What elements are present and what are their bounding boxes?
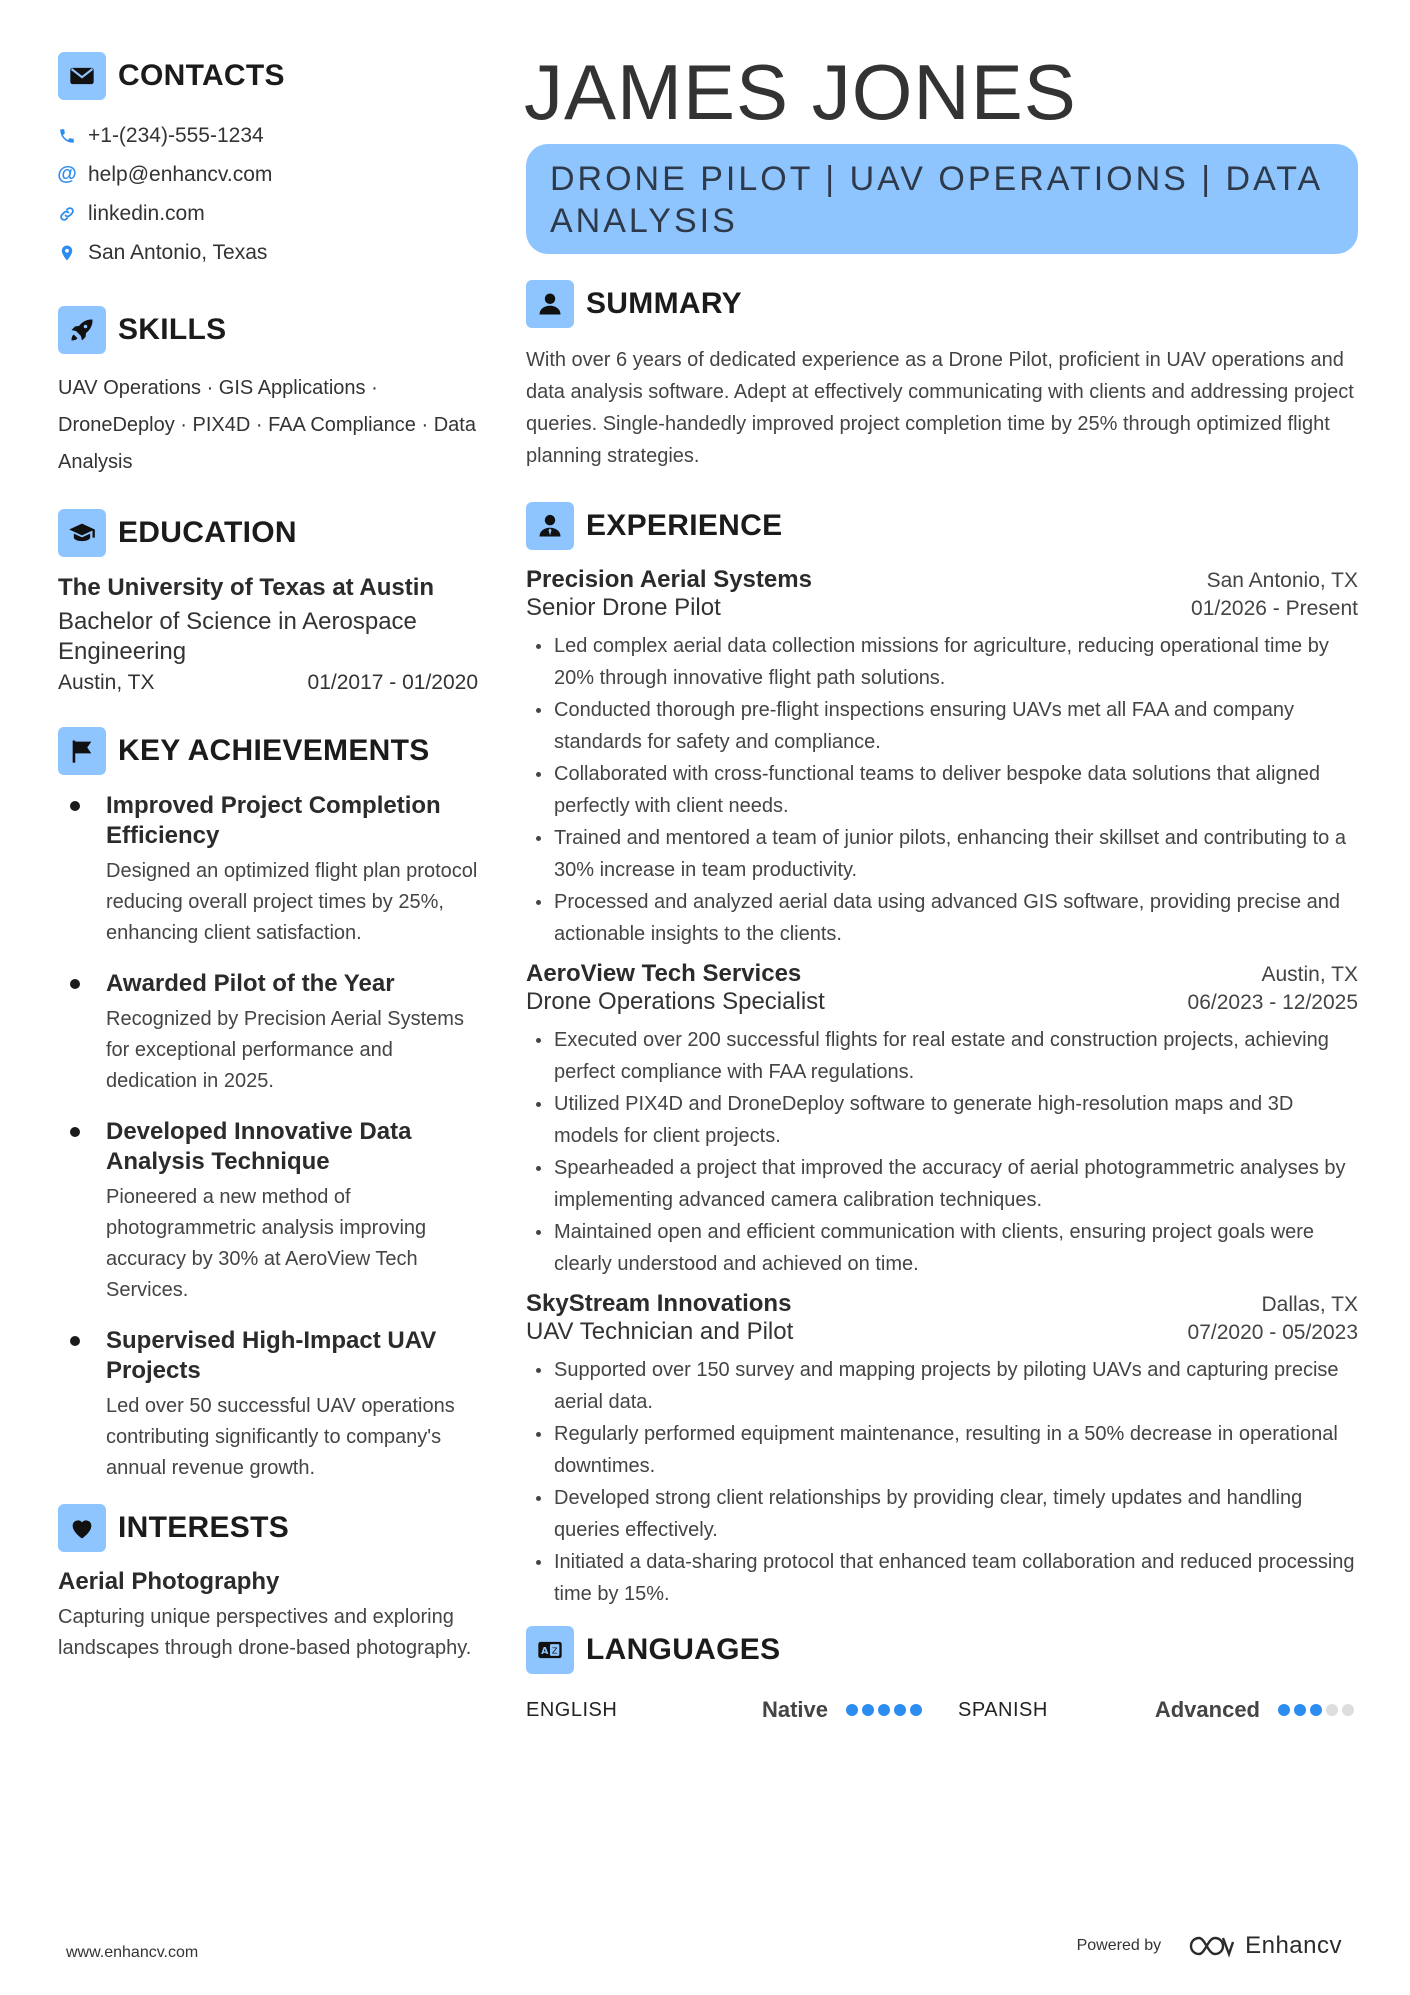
rating-dot [846,1704,858,1716]
svg-text:Z: Z [551,1645,558,1656]
languages-header [526,1626,1358,1674]
achievement-title: Improved Project Completion Efficiency [106,792,441,849]
job-header-row [526,1290,1358,1318]
contact-location-text: San Antonio, Texas [88,240,268,264]
job-location: Austin, TX [1261,963,1358,986]
job-bullet: Executed over 200 successful flights for real estate and construction projects, achieving perfect compliance with FAA regulations. [526,1024,1358,1088]
job-company: Precision Aerial Systems [526,566,812,593]
brand-name: Enhancv [1245,1932,1342,1959]
location-pin-icon [58,242,76,264]
right-column [524,48,1358,1730]
achievement-item [58,791,478,949]
job-bullet: Conducted thorough pre-flight inspections ensuring UAVs met all FAA and company standards for safety and compliance. [526,694,1358,758]
summary-heading: SUMMARY [586,287,742,320]
job-dates: 06/2023 - 12/2025 [1187,991,1358,1014]
left-column [58,52,478,1664]
job-bullets [526,1354,1358,1610]
education-heading: EDUCATION [118,516,297,549]
education-meta [58,671,478,695]
job-role: Senior Drone Pilot [526,594,721,621]
phone-icon [58,125,76,147]
job-bullet: Processed and analyzed aerial data using advanced GIS software, providing precise and actionable insights to the clients. [526,886,1358,950]
achievement-desc: Recognized by Precision Aerial Systems for exceptional performance and dedication in 2025. [106,1008,464,1092]
achievement-title: Developed Innovative Data Analysis Technique [106,1118,412,1175]
candidate-title: DRONE PILOT | UAV OPERATIONS | DATA ANALYSIS [550,160,1322,240]
rating-dot [910,1704,922,1716]
title-banner [526,144,1358,254]
rating-dot [1326,1704,1338,1716]
languages-row [526,1690,1358,1730]
rating-dot [1278,1704,1290,1716]
envelope-icon [58,52,106,100]
job-entry [526,960,1358,1280]
achievements-header [58,727,478,775]
language-rating [846,1704,926,1716]
achievement-item [58,1326,478,1484]
job-dates: 07/2020 - 05/2023 [1187,1321,1358,1344]
contacts-header [58,52,478,100]
bullet-icon [70,979,80,989]
person-icon [526,280,574,328]
contact-list [58,116,478,272]
achievement-item [58,1117,478,1306]
contact-email-text: help@enhancv.com [88,162,273,186]
rating-dot [1294,1704,1306,1716]
bullet-icon [70,801,80,811]
footer-branding [1077,1932,1342,1960]
job-role-row [526,1318,1358,1346]
rating-dot [894,1704,906,1716]
job-role: Drone Operations Specialist [526,988,825,1015]
job-dates: 01/2026 - Present [1191,597,1358,620]
job-bullet: Led complex aerial data collection missions for agriculture, reducing operational time by 20% through innovative flight path solutions. [526,630,1358,694]
experience-header [526,502,1358,550]
job-bullet: Regularly performed equipment maintenance, resulting in a 50% decrease in operational downtimes. [526,1418,1358,1482]
skills-heading: SKILLS [118,313,227,346]
contact-email[interactable] [58,155,478,194]
education-school: The University of Texas at Austin [58,574,435,601]
job-bullet: Spearheaded a project that improved the accuracy of aerial photogrammetric analyses by implementing advanced camera calibration techniques. [526,1152,1358,1216]
interests-heading: INTERESTS [118,1511,290,1544]
job-header-row [526,960,1358,988]
job-entry [526,1290,1358,1610]
flag-icon [58,727,106,775]
brand[interactable] [1187,1932,1342,1960]
interest-desc: Capturing unique perspectives and exploring landscapes through drone-based photography. [58,1606,472,1659]
candidate-name: JAMES JONES [524,48,1077,136]
achievement-item [58,969,478,1097]
rating-dot [1342,1704,1354,1716]
education-dates: 01/2017 - 01/2020 [307,671,478,694]
job-bullet: Initiated a data-sharing protocol that enhanced team collaboration and reduced processing time by 15%. [526,1546,1358,1610]
skills-list: UAV Operations · GIS Applications · DroneDeploy · PIX4D · FAA Compliance · Data Analysis [58,377,476,473]
summary-header [526,280,1358,328]
job-bullets [526,1024,1358,1280]
achievement-title: Awarded Pilot of the Year [106,970,395,997]
achievements-heading: KEY ACHIEVEMENTS [118,734,430,767]
job-bullets [526,630,1358,950]
contact-linkedin[interactable] [58,194,478,233]
job-location: San Antonio, TX [1206,569,1358,592]
job-role-row [526,988,1358,1016]
rocket-icon [58,306,106,354]
summary-text: With over 6 years of dedicated experience as a Drone Pilot, proficient in UAV operations and data analysis software. Adept at effectively communicating with clients and addressing project queries. Single-handedly improved project completion time by 25% through optimized flight planning strategies. [526,349,1354,467]
interests-header [58,1504,478,1552]
rating-dot [1310,1704,1322,1716]
achievement-desc: Pioneered a new method of photogrammetric analysis improving accuracy by 30% at AeroView Tech Services. [106,1186,427,1301]
contact-linkedin-text: linkedin.com [88,201,205,225]
language-item [958,1697,1358,1723]
job-bullet: Developed strong client relationships by providing clear, timely updates and handling queries effectively. [526,1482,1358,1546]
interest-title: Aerial Photography [58,1568,280,1595]
powered-by-text: Powered by [1076,1937,1162,1954]
education-header [58,509,478,557]
link-icon [58,203,76,225]
user-tie-icon [526,502,574,550]
job-company: SkyStream Innovations [526,1290,792,1317]
skills-header [58,306,478,354]
bullet-icon [70,1127,80,1137]
language-rating [1278,1704,1358,1716]
job-company: AeroView Tech Services [526,960,802,987]
education-degree: Bachelor of Science in Aerospace Engineering [58,608,417,665]
footer-website[interactable]: www.enhancv.com [66,1944,199,1961]
rating-dot [862,1704,874,1716]
job-role-row [526,594,1358,622]
achievement-desc: Designed an optimized flight plan protocol reducing overall project times by 25%, enhancing client satisfaction. [106,860,478,944]
language-name: ENGLISH [526,1698,618,1721]
job-bullet: Trained and mentored a team of junior pilots, enhancing their skillset and contributing to a 30% increase in team productivity. [526,822,1358,886]
language-item [526,1697,926,1723]
translate-icon [526,1626,574,1674]
heart-icon [58,1504,106,1552]
contact-location [58,233,478,272]
achievement-desc: Led over 50 successful UAV operations contributing significantly to company's annual revenue growth. [106,1395,455,1479]
contact-phone[interactable] [58,116,478,155]
contacts-heading: CONTACTS [118,59,285,92]
contact-phone-text: +1-(234)-555-1234 [88,123,264,147]
achievements-list [58,791,478,1484]
svg-text:A: A [541,1646,549,1658]
job-bullet: Maintained open and efficient communication with clients, ensuring project goals were clearly understood and achieved on time. [526,1216,1358,1280]
language-level: Advanced [1154,1697,1260,1722]
achievement-title: Supervised High-Impact UAV Projects [106,1327,437,1384]
job-bullet: Utilized PIX4D and DroneDeploy software to generate high-resolution maps and 3D models for client projects. [526,1088,1358,1152]
language-level: Native [761,1697,828,1722]
languages-heading: LANGUAGES [586,1633,781,1666]
job-header-row [526,566,1358,594]
bullet-icon [70,1336,80,1346]
enhancv-logo-icon [1187,1932,1235,1960]
job-bullet: Supported over 150 survey and mapping projects by piloting UAVs and capturing precise aerial data. [526,1354,1358,1418]
graduation-cap-icon [58,509,106,557]
job-location: Dallas, TX [1261,1293,1358,1316]
job-bullet: Collaborated with cross-functional teams to deliver bespoke data solutions that aligned perfectly with client needs. [526,758,1358,822]
at-icon: @ [57,163,77,185]
job-entry [526,566,1358,950]
experience-heading: EXPERIENCE [586,509,783,542]
rating-dot [878,1704,890,1716]
job-role: UAV Technician and Pilot [526,1318,794,1345]
education-location: Austin, TX [58,671,155,694]
language-name: SPANISH [958,1698,1048,1721]
